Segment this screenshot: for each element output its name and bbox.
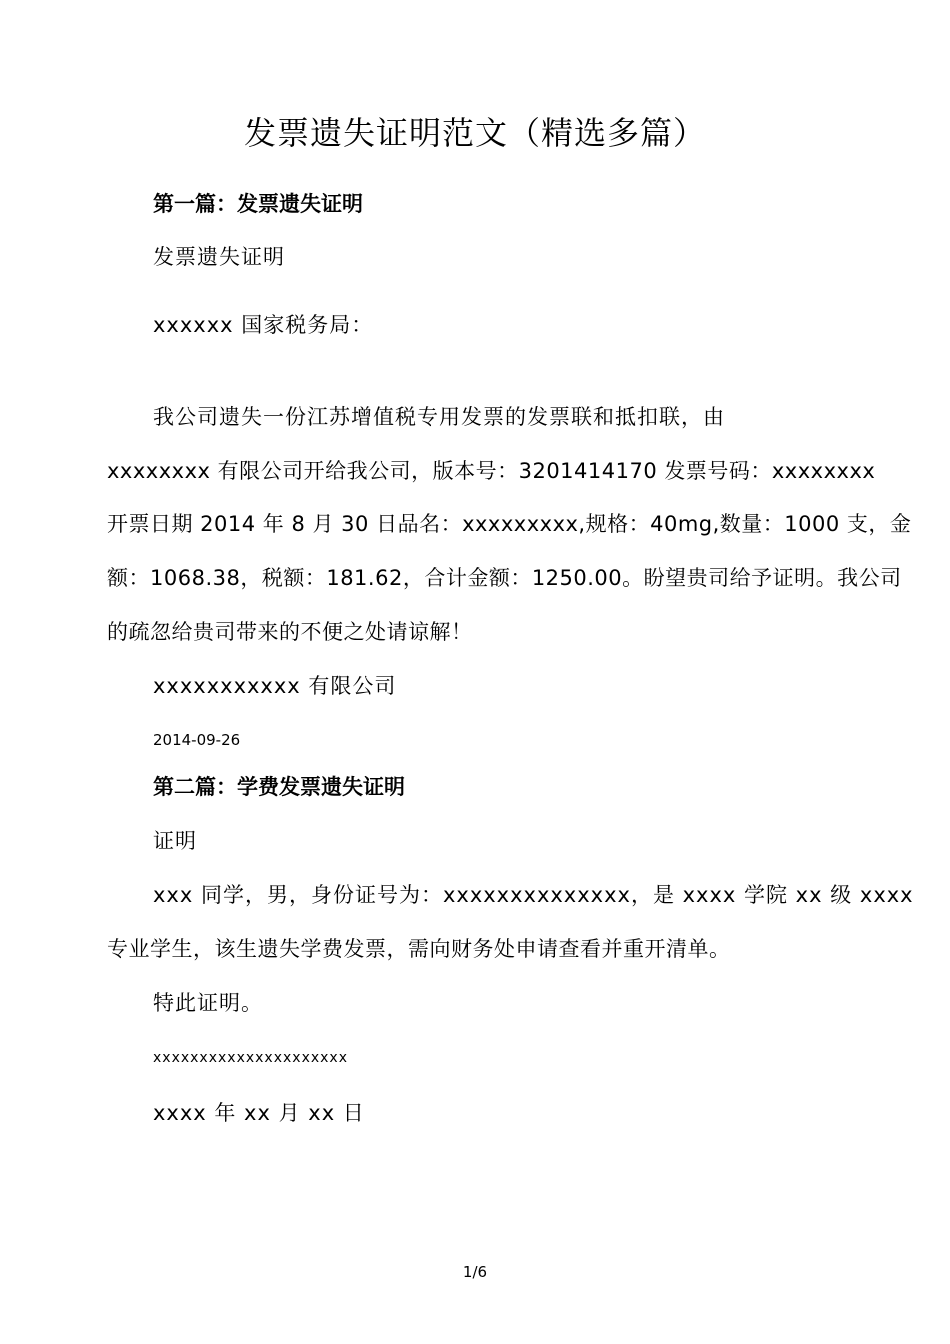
section-1-heading: 第一篇：发票遗失证明: [153, 192, 363, 216]
section-1-body-line: 额：1068.38，税额：181.62，合计金额：1250.00。盼望贵司给予证明。我公司: [107, 566, 902, 590]
section-1-subtitle: 发票遗失证明: [153, 245, 285, 269]
section-1-date: 2014-09-26: [153, 731, 241, 749]
section-2-body-line: 专业学生，该生遗失学费发票，需向财务处申请查看并重开清单。: [107, 937, 731, 961]
section-1-body-line: 我公司遗失一份江苏增值税专用发票的发票联和抵扣联，由: [153, 405, 725, 429]
section-2-heading: 第二篇：学费发票遗失证明: [153, 775, 405, 799]
document-title: 发票遗失证明范文（精选多篇）: [243, 114, 706, 152]
section-2-body-line: xxx 同学，男，身份证号为：xxxxxxxxxxxxxx，是 xxxx 学院 xx 级 xxxx: [153, 883, 914, 907]
section-2-signer: xxxxxxxxxxxxxxxxxxxxx: [153, 1050, 348, 1066]
section-1-signer: xxxxxxxxxxx 有限公司: [153, 674, 397, 698]
section-1-body-line: 的疏忽给贵司带来的不便之处请谅解！: [107, 620, 473, 644]
section-1-body-line: 开票日期 2014 年 8 月 30 日品名：xxxxxxxxx,规格：40mg,数量：1000 支，金: [107, 512, 912, 536]
section-2-date: xxxx 年 xx 月 xx 日: [153, 1101, 365, 1125]
section-2-subtitle: 证明: [153, 829, 197, 853]
section-2-closing: 特此证明。: [153, 991, 263, 1015]
page-number: 1/6: [462, 1263, 488, 1281]
section-1-body-line: xxxxxxxx 有限公司开给我公司，版本号：3201414170 发票号码：xxxxxxxx: [107, 459, 876, 483]
section-1-addressee: xxxxxx 国家税务局：: [153, 313, 374, 337]
